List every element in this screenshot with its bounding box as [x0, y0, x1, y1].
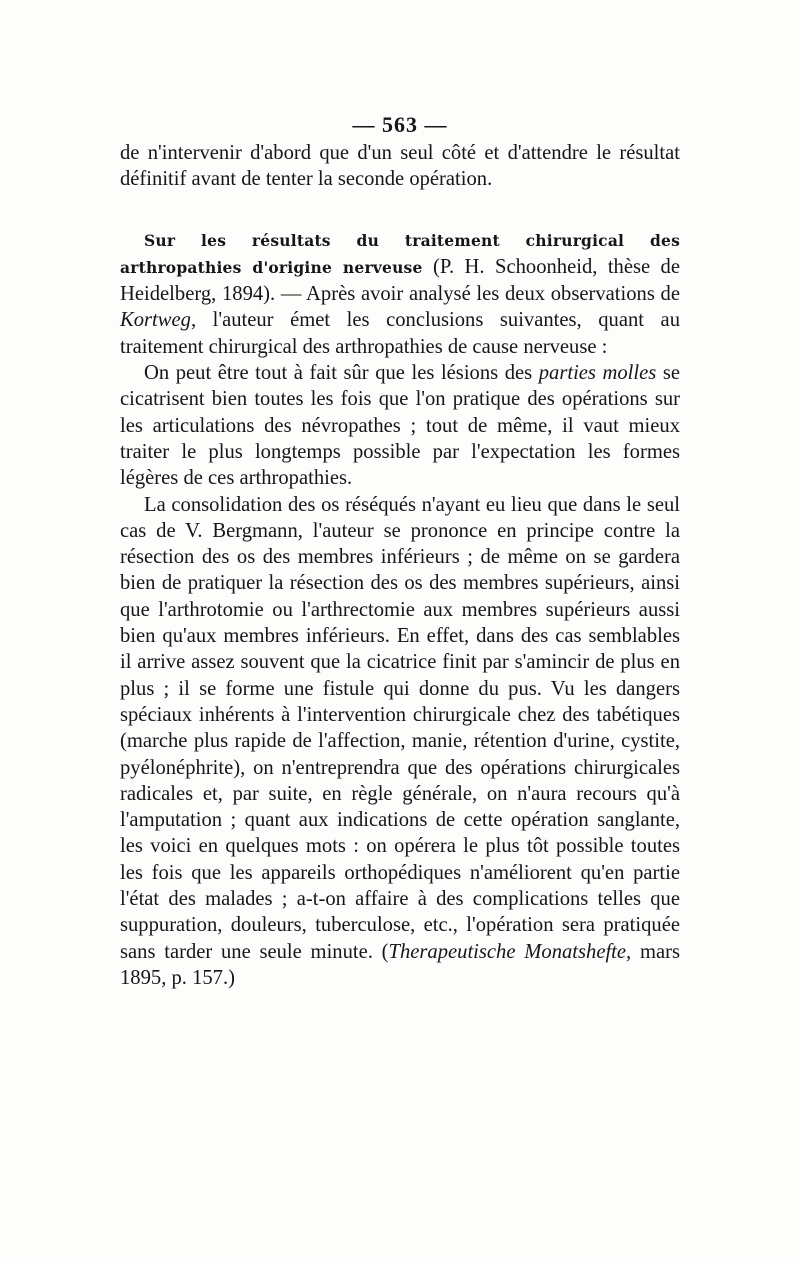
section-citation: (P. H. Schoonheid, thèse de Heidelberg, 1894). — Après avoir analysé les deux observations de [120, 255, 680, 306]
section-intro-paragraph [120, 227, 680, 360]
section-intro-rest: , l'auteur émet les conclusions suivantes, quant au traitement chirurgical des arthropathies de cause nerveuse : [120, 309, 680, 358]
cited-author: Kortweg [120, 309, 191, 332]
paragraph-soft-tissue [120, 360, 680, 491]
paragraph-resection [120, 492, 680, 992]
page-number: — 563 — [352, 112, 448, 137]
section-heading: Sur les résultats du traitement chirurgical des arthropathies d'origine nerveuse [120, 230, 680, 277]
paragraph-3-body: La consolidation des os réséqués n'ayant eu lieu que dans le seul cas de V. Bergmann, l'auteur se prononce en principe contre la résection des os des membres inférieurs ; de même on se gardera bien de pratiquer la résection des os des membres supérieurs, ainsi que l'arthrotomie ou l'arthrectomie aux membres supérieurs aussi bien qu'aux membres inférieurs. En effet, dans des cas semblables il arrive assez souvent que la cicatrice finit par s'amincir de plus en plus ; il se forme une fistule qui donne du pus. Vu les dangers spéciaux inhérents à l'intervention chirurgicale chez des tabétiques (marche plus rapide de l'affection, manie, rétention d'urine, cystite, pyélonéphrite), on n'entreprendra que des opérations chirurgicales radicales et, par suite, en règle générale, on n'aura recours qu'à l'amputation ; quant aux indications de cette opération sanglante, les voici en quelques mots : on opérera le plus tôt possible toutes les fois que les appareils orthopédiques n'améliorent qu'en partie l'état des malades ; a-t-on affaire à des complications telles que suppuration, douleurs, tuberculose, etc., l'opération sera pratiquée sans tarder une seule minute. ( [120, 493, 680, 963]
continued-paragraph: de n'intervenir d'abord que d'un seul côté et d'attendre le résultat définitif avant de tenter la seconde opération. [120, 142, 680, 191]
paragraph-2-end: se cicatrisent bien toutes les fois que l'on pratique des opérations sur les articulations des névropathes ; tout de même, il vaut mieux traiter le plus longtemps possible par l'expectation les formes légères de ces arthropathies. [120, 362, 680, 490]
journal-reference: mars 1895, p. 157.) [120, 940, 680, 989]
body-text [120, 140, 680, 991]
paragraph-2-italic: parties molles [538, 362, 657, 385]
journal-title: Therapeutische Monatshefte, [388, 940, 632, 963]
paragraph-2-start: On peut être tout à fait sûr que les lésions des [144, 362, 539, 385]
